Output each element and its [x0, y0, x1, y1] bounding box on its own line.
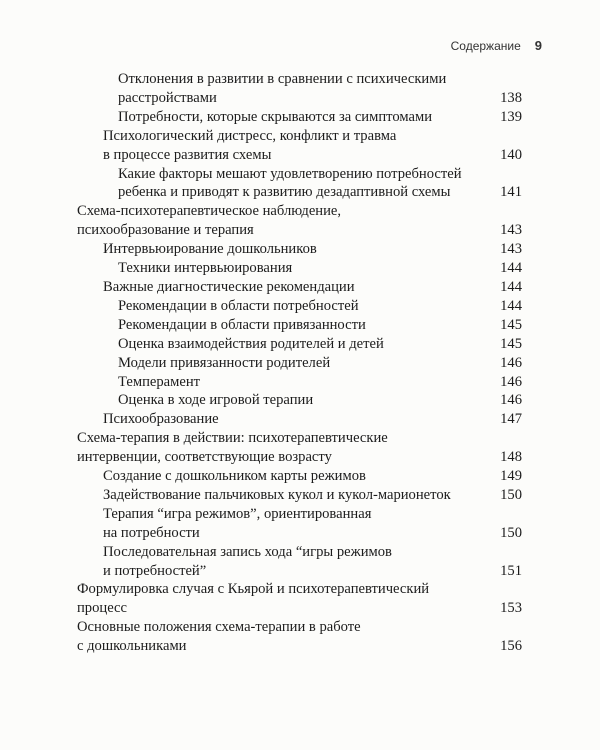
toc-entry-title: Оценка взаимодействия родителей и детей: [118, 335, 384, 352]
page-number: 9: [534, 38, 542, 53]
toc-entry-page: 139: [500, 108, 522, 125]
toc-entry-title: психообразование и терапия: [77, 222, 254, 239]
toc-entry[interactable]: [77, 335, 522, 354]
toc-entry-page: 150: [500, 486, 522, 503]
toc-entry-title: Создание с дошкольником карты режимов: [103, 468, 366, 485]
toc-entry[interactable]: [77, 505, 522, 543]
toc-entry-title: Психологический дистресс, конфликт и травма: [103, 127, 397, 144]
toc-entry-title: Оценка в ходе игровой терапии: [118, 392, 314, 409]
toc-entry-title: с дошкольниками: [77, 638, 187, 655]
toc-entry-page: 146: [500, 354, 522, 371]
toc-entry-title: Модели привязанности родителей: [118, 354, 331, 371]
toc-entry-page: 143: [500, 222, 522, 239]
toc-entry-page: 144: [500, 260, 522, 277]
section-title: Содержание: [450, 39, 521, 53]
toc-entry-page: 147: [500, 411, 522, 428]
toc-entry-page: 146: [500, 373, 522, 390]
toc-entry-title: Отклонения в развитии в сравнении с психическими: [118, 71, 447, 87]
toc-entry[interactable]: [77, 259, 522, 278]
toc-entry-page: 146: [500, 392, 522, 409]
toc-entry[interactable]: [77, 70, 522, 108]
toc-entry[interactable]: [77, 202, 522, 240]
toc-entry[interactable]: [77, 467, 522, 486]
toc-entry[interactable]: [77, 316, 522, 335]
toc-entry-title: ребенка и приводят к развитию дезадаптивной схемы: [118, 184, 451, 201]
toc-entry-page: 145: [500, 316, 522, 333]
running-header: [451, 38, 542, 53]
toc-entry-title: интервенции, соответствующие возрасту: [77, 449, 332, 466]
toc-entry-title: и потребностей”: [103, 562, 207, 579]
toc-entry-page: 151: [500, 562, 522, 579]
toc-entry-page: 140: [500, 146, 522, 163]
toc-entry[interactable]: [77, 618, 522, 656]
toc-entry-page: 144: [500, 297, 522, 314]
toc-entry[interactable]: [77, 429, 522, 467]
toc-entry[interactable]: [77, 108, 522, 127]
toc-entry-title: Важные диагностические рекомендации: [103, 278, 355, 295]
toc-entry-title: Рекомендации в области потребностей: [118, 297, 359, 314]
toc-entry-page: 144: [500, 278, 522, 295]
toc-entry-title: в процессе развития схемы: [103, 146, 272, 163]
toc-entry-page: 148: [500, 449, 522, 466]
toc-entry-title: Задействование пальчиковых кукол и кукол-марионеток: [103, 486, 451, 503]
toc-entry-page: 156: [500, 638, 522, 655]
toc-entry-title: Формулировка случая с Кьярой и психотерапевтический: [77, 581, 430, 598]
toc-entry-title: Схема-психотерапевтическое наблюдение,: [77, 203, 342, 220]
toc-entry-page: 143: [500, 241, 522, 258]
toc-entry[interactable]: [77, 580, 522, 618]
toc-entry[interactable]: [77, 240, 522, 259]
toc-entry-title: Интервьюирование дошкольников: [103, 241, 317, 258]
toc-entry-title: Какие факторы мешают удовлетворению потребностей: [118, 165, 462, 182]
toc-entry[interactable]: [77, 373, 522, 392]
toc-entry[interactable]: [77, 354, 522, 373]
toc-entry-page: 138: [500, 89, 522, 106]
table-of-contents: [77, 70, 522, 656]
toc-entry-title: Последовательная запись хода “игры режимов: [103, 543, 392, 560]
toc-entry-page: 150: [500, 524, 522, 541]
toc-entry-title: Схема-терапия в действии: психотерапевтические: [77, 430, 388, 447]
toc-entry[interactable]: [77, 410, 522, 429]
toc-entry-title: на потребности: [103, 524, 200, 541]
toc-entry-title: Техники интервьюирования: [118, 260, 293, 277]
toc-entry-page: 141: [500, 184, 522, 201]
toc-entry-title: процесс: [77, 600, 128, 617]
toc-entry-page: 153: [500, 600, 522, 617]
toc-entry[interactable]: [77, 278, 522, 297]
toc-entry-title: расстройствами: [118, 89, 217, 106]
toc-entry-title: Терапия “игра режимов”, ориентированная: [103, 505, 372, 522]
toc-entry-title: Рекомендации в области привязанности: [118, 316, 366, 333]
toc-entry[interactable]: [77, 543, 522, 581]
toc-entry-title: Потребности, которые скрываются за симптомами: [118, 108, 433, 125]
toc-entry-page: 145: [500, 335, 522, 352]
toc-entry-title: Психообразование: [103, 411, 219, 428]
toc-entry[interactable]: [77, 165, 522, 203]
toc-entry[interactable]: [77, 297, 522, 316]
toc-entry-title: Основные положения схема-терапии в работе: [77, 619, 361, 636]
toc-entry[interactable]: [77, 127, 522, 165]
toc-entry-page: 149: [500, 468, 522, 485]
toc-entry[interactable]: [77, 391, 522, 410]
toc-entry-title: Темперамент: [118, 373, 201, 390]
toc-entry[interactable]: [77, 486, 522, 505]
